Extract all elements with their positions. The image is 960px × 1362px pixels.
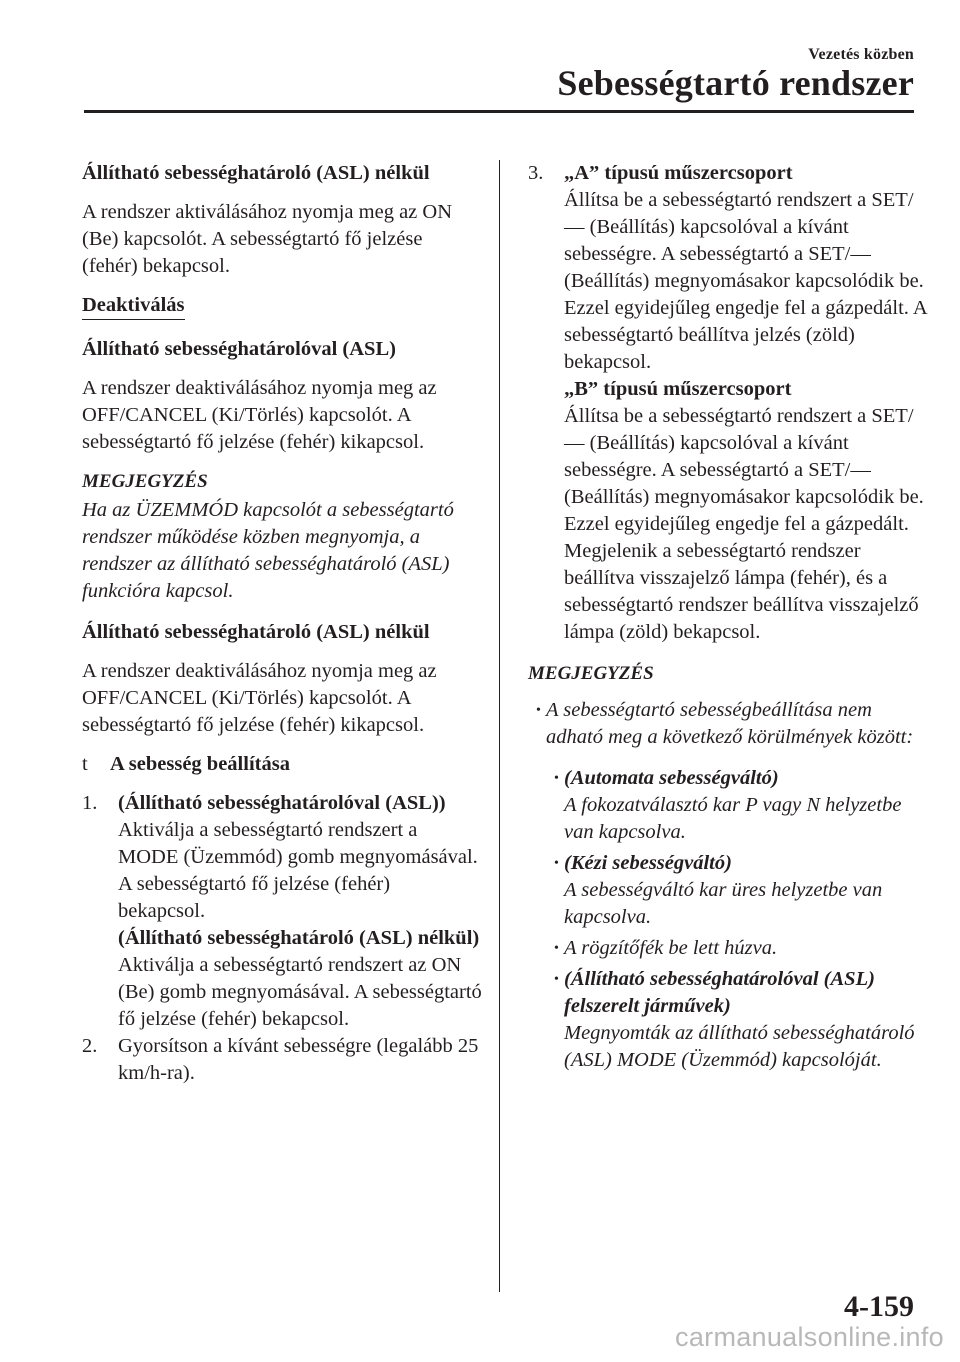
step-1-heading-asl: (Állítható sebességhatárolóval (ASL))	[118, 792, 446, 814]
sub-bullet-asl-vehicles	[554, 966, 928, 1074]
sub-bullet-parking-brake	[554, 935, 928, 962]
sub-bullet-manual	[554, 850, 928, 931]
step-1-text-asl: Aktiválja a sebességtartó rendszert a MODE (Üzemmód) gomb megnyomásával. A sebességtartó fő jelzése (fehér) bekapcsol.	[118, 819, 478, 922]
sub-bullet-heading: (Automata sebességváltó)	[564, 767, 779, 789]
heading-asl-with: Állítható sebességhatárolóval (ASL)	[82, 338, 396, 360]
note-text: Ha az ÜZEMMÓD kapcsolót a sebességtartó rendszer működése közben megnyomja, a rendszer az állítható sebességhatároló (ASL) funkcióra kapcsol.	[82, 499, 454, 602]
step-3-text-a: Állítsa be a sebességtartó rendszert a SET/— (Beállítás) kapcsolóval a kívánt sebességre. A sebességtartó a SET/— (Beállítás) megnyomásakor kapcsolódik be. Ezzel egyidejűleg engedje fel a gázpedált. A sebességtartó beállítva jelzés (zöld) bekapcsol.	[564, 189, 927, 373]
note-bullet-text: A sebességtartó sebességbeállítása nem adható meg a következő körülmények között:	[546, 699, 914, 748]
chapter-label: Vezetés közben	[808, 46, 914, 63]
sub-bullet-heading: (Állítható sebességhatárolóval (ASL) felszerelt járművek)	[564, 968, 875, 1017]
watermark: carmanualsonline.info	[675, 1322, 944, 1352]
step-1	[82, 790, 482, 1033]
step-2	[82, 1033, 482, 1087]
paragraph-deactivate-asl: A rendszer deaktiválásához nyomja meg az OFF/CANCEL (Ki/Törlés) kapcsolót. A sebességtartó fő jelzése (fehér) kikapcsol.	[82, 377, 437, 453]
page-number: 4-159	[844, 1290, 914, 1323]
bullet-dot-icon: •	[536, 703, 541, 718]
note-bullet	[536, 697, 928, 751]
left-column	[82, 160, 482, 1087]
sub-bullet-text: Megnyomták az állítható sebességhatároló (ASL) MODE (Üzemmód) kapcsolóját.	[564, 1022, 915, 1071]
bullet-dot-icon: •	[554, 771, 559, 786]
paragraph-activate: A rendszer aktiválásához nyomja meg az ON (Be) kapcsolót. A sebességtartó fő jelzése (fehér) bekapcsol.	[82, 201, 453, 277]
heading-deactivation: Deaktiválás	[82, 292, 185, 320]
paragraph-deactivate-no-asl: A rendszer deaktiválásához nyomja meg az OFF/CANCEL (Ki/Törlés) kapcsolót. A sebességtartó fő jelzése (fehér) kikapcsol.	[82, 660, 437, 736]
note-label: MEGJEGYZÉS	[528, 663, 654, 684]
step-number: 2.	[82, 1035, 98, 1057]
heading-asl-without: Állítható sebességhatároló (ASL) nélkül	[82, 162, 430, 184]
bullet-dot-icon: •	[554, 856, 559, 871]
step-3	[528, 160, 928, 646]
step-3-heading-a: „A” típusú műszercsoport	[564, 162, 793, 184]
page-title: Sebességtartó rendszer	[557, 63, 914, 103]
sub-bullet-text: A fokozatválasztó kar P vagy N helyzetbe van kapcsolva.	[564, 794, 902, 843]
step-2-text: Gyorsítson a kívánt sebességre (legalább 25 km/h-ra).	[118, 1035, 479, 1084]
step-3-heading-b: „B” típusú műszercsoport	[564, 378, 792, 400]
note-label: MEGJEGYZÉS	[82, 471, 208, 492]
section-heading	[82, 751, 482, 778]
heading-asl-without-2: Állítható sebességhatároló (ASL) nélkül	[82, 621, 430, 643]
column-divider	[499, 160, 500, 1292]
bullet-dot-icon: •	[554, 972, 559, 987]
step-number: 3.	[528, 162, 544, 184]
right-column	[528, 160, 928, 1074]
sub-bullet-text: A rögzítőfék be lett húzva.	[564, 937, 778, 959]
step-number: 1.	[82, 792, 98, 814]
header-divider	[84, 110, 914, 113]
sub-bullet-text: A sebességváltó kar üres helyzetbe van kapcsolva.	[564, 879, 883, 928]
step-1-text-no-asl: Aktiválja a sebességtartó rendszert az ON (Be) gomb megnyomásával. A sebességtartó fő jelzése (fehér) bekapcsol.	[118, 954, 482, 1030]
sub-bullet-automatic	[554, 765, 928, 846]
section-marker-icon: t	[82, 753, 88, 775]
section-title: A sebesség beállítása	[110, 753, 290, 775]
step-3-text-b: Állítsa be a sebességtartó rendszert a SET/— (Beállítás) kapcsolóval a kívánt sebességre. A sebességtartó a SET/— (Beállítás) megnyomásakor kapcsolódik be. Ezzel egyidejűleg engedje fel a gázpedált. Megjelenik a sebességtartó rendszer beállítva visszajelző lámpa (fehér), és a sebességtartó rendszer beállítva visszajelző lámpa (zöld) bekapcsol.	[564, 405, 924, 643]
sub-bullet-heading: (Kézi sebességváltó)	[564, 852, 732, 874]
bullet-dot-icon: •	[554, 941, 559, 956]
step-1-heading-no-asl: (Állítható sebességhatároló (ASL) nélkül)	[118, 927, 480, 949]
